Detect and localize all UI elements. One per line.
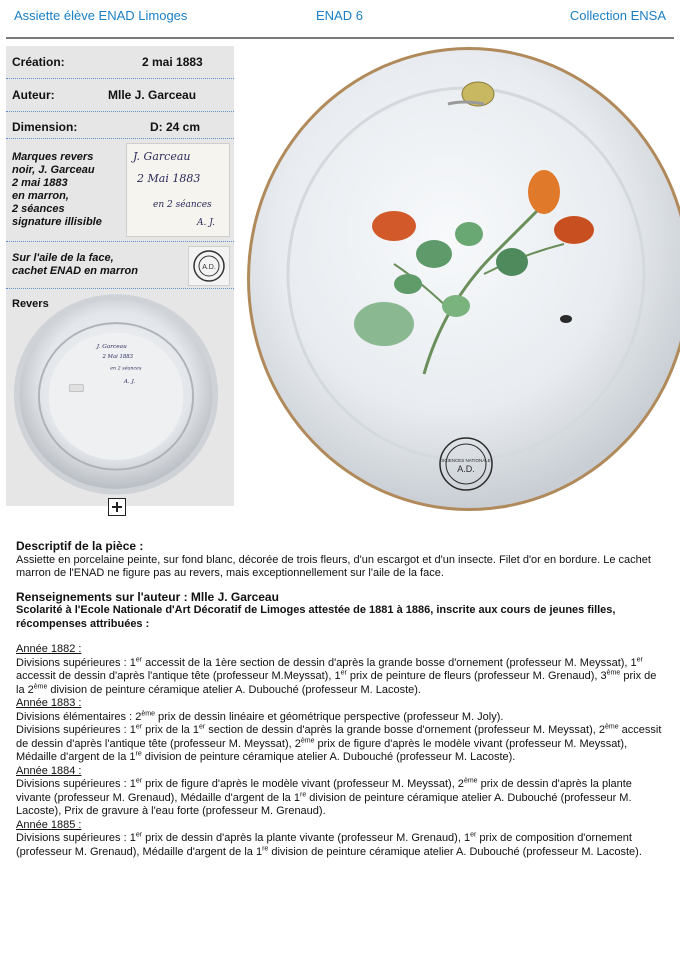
signature-line: en 2 séances — [153, 200, 212, 210]
plate-face-image — [244, 44, 680, 514]
marques-line: Marques revers — [12, 151, 94, 163]
document-body — [16, 540, 664, 859]
year-1883-text: Divisions élémentaires : 2ème prix de dessin linéaire et géométrique perspective (professeur M. Joly). Divisions supérieures : 1er prix de la 1er section de dessin d'après la grande bosse d'ornement (professeur M. Meyssat), 2ème accessit de dessin d'après l'antique tête (professeur M. Meyssat), 2ème prix de figure d'après le modèle vivant (professeur M. Meyssat), Médaille d'argent de la 1re division de peinture céramique atelier A. Dubouché (professeur M. Lacoste). — [16, 709, 662, 763]
header-center-title: ENAD 6 — [316, 8, 363, 23]
revers-sig-line: 2 Mai 1883 — [102, 353, 134, 360]
year-1884-text: Divisions supérieures : 1er prix de figure d'après le modèle vivant (professeur M. Meyssat), 2ème prix de dessin d'après la plante vivante (professeur M. Grenaud), Médaille d'argent de la 1re division de peinture céramique atelier A. Dubouché (professeur M. Lacoste), Prix de gravure à l'eau forte (professeur M. Grenaud). — [16, 777, 632, 817]
dimension-label: Dimension: — [12, 120, 78, 134]
marques-note — [12, 151, 102, 229]
marques-line: signature illisible — [12, 216, 102, 228]
year-1884-heading: Année 1884 : — [16, 764, 82, 777]
marques-line: en marron, — [12, 190, 69, 202]
revers-sig-line: A. J. — [123, 378, 136, 385]
aile-row — [6, 242, 234, 289]
marques-line: 2 séances — [12, 203, 65, 215]
year-1882-text: Divisions supérieures : 1er accessit de la 1ère section de dessin d'après la grande bosse d'ornement (professeur M. Meyssat), 1er accessit de dessin d'après l'antique tête (professeur M.Meyssat), 1er prix de peinture de fleurs (professeur M. Grenaud), 3ème prix de la 2ème division de peinture céramique atelier A. Dubouché (professeur M. Lacoste). — [16, 655, 657, 696]
header-left-title: Assiette élève ENAD Limoges — [14, 8, 188, 23]
cachet-thumb-text: A.D. — [202, 264, 216, 271]
plate-stamp-center-text: A.D. — [457, 464, 475, 474]
year-1882-heading: Année 1882 : — [16, 643, 82, 655]
header-right-title: Collection ENSA — [569, 8, 666, 23]
cachet-thumbnail — [188, 246, 230, 286]
info-panel — [6, 46, 234, 506]
year-1883-heading: Année 1883 : — [16, 697, 82, 709]
creation-row — [6, 46, 234, 79]
dimension-row — [6, 112, 234, 139]
descriptif-text: Assiette en porcelaine peinte, sur fond blanc, décorée de trois fleurs, d'un escargot et d'un insecte. Filet d'or en bordure. Le cachet marron de l'ENAD ne figure pas au revers, mais exceptionnellement sur l'aile de la face. — [16, 553, 651, 579]
signature-line: A. J. — [197, 218, 215, 228]
aile-note — [12, 252, 138, 278]
cachet-stamp-icon — [189, 247, 229, 285]
auteur-label: Auteur: — [12, 88, 55, 102]
auteur-subtitle: Scolarité à l'Ecole Nationale d'Art Décoratif de Limoges attestée de 1881 à 1886, inscrite aux cours de jeunes filles, récompenses attribuées : — [16, 604, 616, 630]
marques-line: 2 mai 1883 — [12, 177, 68, 189]
revers-label: Revers — [12, 298, 49, 310]
aile-line: cachet ENAD en marron — [12, 265, 138, 277]
revers-sig-line: J. Garceau — [96, 344, 127, 351]
expand-plus-icon[interactable] — [108, 498, 126, 516]
descriptif-title: Descriptif de la pièce : — [16, 539, 144, 553]
signature-image — [126, 143, 230, 237]
marques-line: noir, J. Garceau — [12, 164, 95, 176]
auteur-value: Mlle J. Garceau — [108, 88, 197, 102]
auteur-title: Renseignements sur l'auteur : Mlle J. Garceau — [16, 589, 279, 604]
creation-label: Création: — [12, 55, 65, 69]
plate-stamp-ring-text: SCIENCES NATIONALE — [441, 458, 491, 463]
page-header — [0, 0, 680, 40]
marques-row — [6, 139, 234, 242]
year-1885-text: Divisions supérieures : 1er prix de dessin d'après la plante vivante (professeur M. Grenaud), 1er prix de composition d'ornement (professeur M. Grenaud), Médaille d'argent de la 1re division de peinture céramique atelier A. Dubouché (professeur M. Lacoste). — [16, 831, 642, 858]
signature-line: J. Garceau — [133, 150, 191, 163]
auteur-row — [6, 79, 234, 112]
signature-line: 2 Mai 1883 — [137, 172, 201, 185]
dimension-value: D: 24 cm — [150, 120, 201, 134]
creation-value: 2 mai 1883 — [142, 55, 203, 69]
year-1885-heading: Année 1885 : — [16, 818, 82, 831]
revers-plate-image — [10, 286, 222, 498]
aile-line: Sur l'aile de la face, — [12, 252, 114, 264]
revers-sig-line: en 2 séances — [110, 366, 142, 372]
header-rule — [6, 37, 674, 39]
